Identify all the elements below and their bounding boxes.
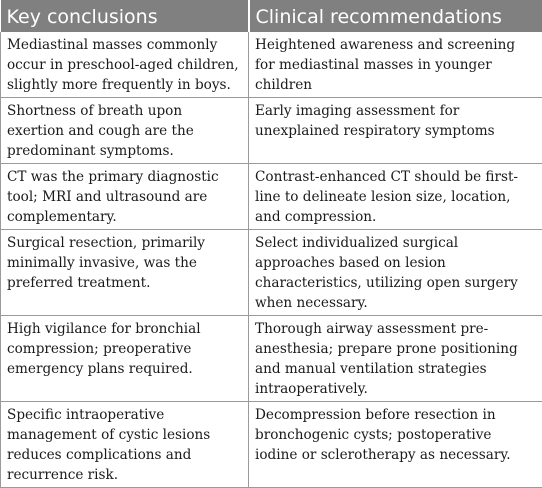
table-row (1, 316, 542, 402)
table-row (1, 402, 542, 488)
conclusion-cell: High vigilance for bronchial compression; preoperative emergency plans required. (1, 316, 249, 402)
conclusion-cell: Shortness of breath upon exertion and cough are the predominant symptoms. (1, 98, 249, 164)
table-row (1, 32, 542, 98)
header-key-conclusions: Key conclusions (1, 0, 249, 32)
table-header (1, 0, 542, 32)
recommendation-cell: Early imaging assessment for unexplained respiratory symptoms (249, 98, 542, 164)
header-clinical-recommendations: Clinical recommendations (249, 0, 542, 32)
table-body (1, 32, 542, 488)
conclusion-cell: Surgical resection, primarily minimally invasive, was the preferred treatment. (1, 230, 249, 316)
table-row (1, 164, 542, 230)
recommendation-cell: Contrast-enhanced CT should be first-line to delineate lesion size, location, and compression. (249, 164, 542, 230)
recommendation-cell: Heightened awareness and screening for mediastinal masses in younger children (249, 32, 542, 98)
conclusion-cell: CT was the primary diagnostic tool; MRI and ultrasound are complementary. (1, 164, 249, 230)
conclusion-cell: Specific intraoperative management of cystic lesions reduces complications and recurrence risk. (1, 402, 249, 488)
recommendation-cell: Select individualized surgical approaches based on lesion characteristics, utilizing open surgery when necessary. (249, 230, 542, 316)
header-row (1, 0, 542, 32)
recommendation-cell: Thorough airway assessment pre-anesthesia; prepare prone positioning and manual ventilation strategies intraoperatively. (249, 316, 542, 402)
table-row (1, 230, 542, 316)
table-row (1, 98, 542, 164)
conclusion-cell: Mediastinal masses commonly occur in preschool-aged children, slightly more frequently in boys. (1, 32, 249, 98)
recommendation-cell: Decompression before resection in bronchogenic cysts; postoperative iodine or sclerotherapy as necessary. (249, 402, 542, 488)
